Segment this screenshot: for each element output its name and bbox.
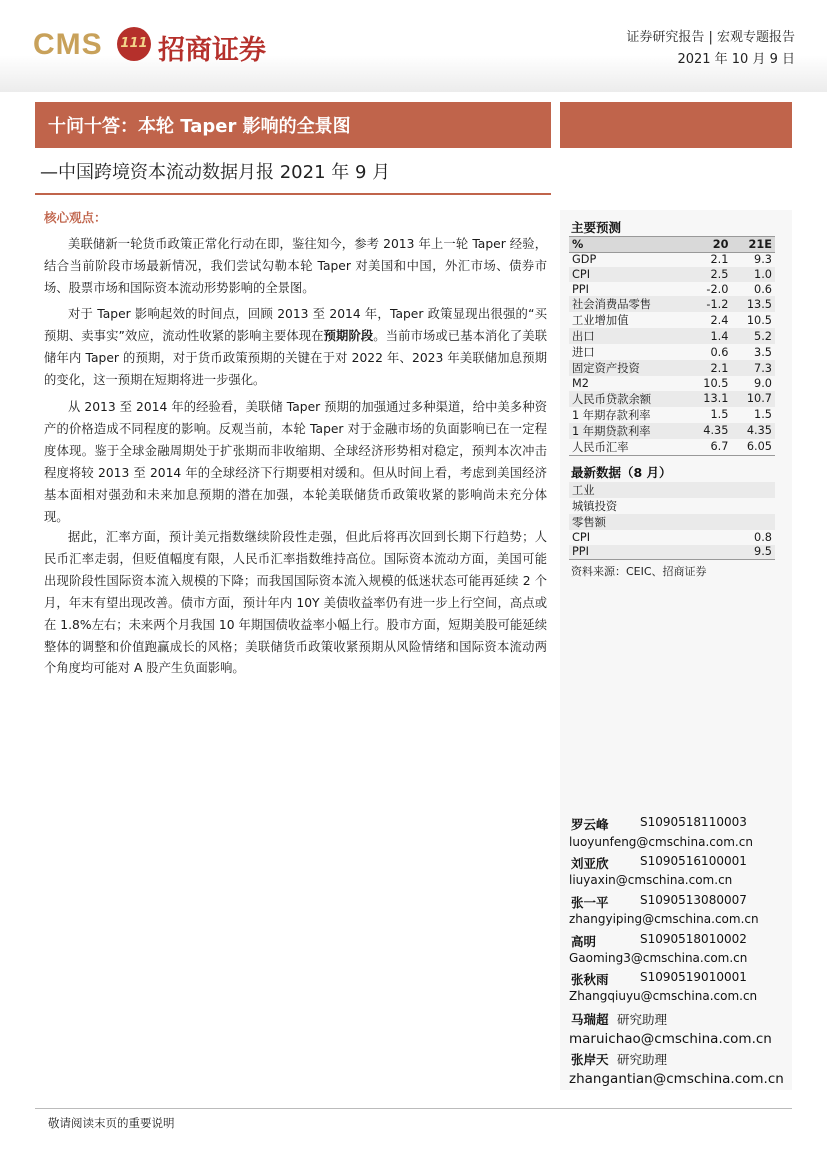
- analyst-name: 高明: [571, 934, 597, 949]
- forecast-col-21e: 21E: [731, 237, 775, 253]
- logo-company-name: 招商证券: [158, 35, 266, 66]
- analyst-name: 张一平: [571, 895, 609, 910]
- paragraph-1: 美联储新一轮货币政策正常化行动在即，鉴往知今，参考 2013 年上一轮 Taper 经验，结合当前阶段市场最新情况，我们尝试勾勒本轮 Taper 对美国和中国，外汇市场、债券市场、股票市场和国际资本流动形势影响的全景图。: [44, 237, 547, 295]
- analyst-email[interactable]: Zhangqiuyu@cmschina.com.cn: [569, 989, 758, 1003]
- latest-cell-value: [709, 482, 775, 498]
- forecast-row: [569, 328, 775, 344]
- forecast-cell-name: PPI: [572, 282, 589, 296]
- forecast-cell-v20: 13.1: [688, 391, 732, 407]
- report-title: 十问十答：本轮 Taper 影响的全景图: [48, 116, 351, 137]
- analyst-name: 罗云峰: [571, 817, 609, 832]
- analyst-name: 张秋雨: [571, 972, 609, 987]
- forecast-cell-name: CPI: [569, 267, 688, 282]
- forecast-row: [569, 360, 775, 376]
- forecast-cell-v21: 9.0: [754, 377, 772, 391]
- forecast-col-20: 20: [688, 237, 732, 253]
- latest-row: [569, 482, 775, 498]
- forecast-cell-v20: 1.4: [688, 328, 732, 344]
- forecast-row: [569, 252, 775, 267]
- analyst-email[interactable]: liuyaxin@cmschina.com.cn: [569, 873, 733, 887]
- forecast-row: [569, 439, 775, 456]
- analyst-id: S1090513080007: [640, 893, 747, 907]
- latest-cell-value: [709, 498, 775, 514]
- forecast-cell-v21: 6.05: [731, 439, 775, 456]
- forecast-cell-v20: -1.2: [688, 296, 732, 312]
- paragraph-2-text-a: 对于 Taper 影响起效的时间点，回顾 2013 至 2014 年，Taper 政策显现出很强的“买预期、卖事实”效应，流动性收紧的影响主要体现在: [44, 307, 547, 343]
- forecast-cell-v20: 10.5: [703, 377, 729, 391]
- analyst-name: 刘亚欣: [571, 856, 609, 871]
- footer-note: 敬请阅读末页的重要说明: [48, 1116, 175, 1130]
- source-note: 资料来源：CEIC、招商证券: [571, 565, 707, 578]
- forecast-heading: 主要预测: [571, 220, 622, 235]
- latest-table: [569, 482, 775, 560]
- latest-cell-value: 0.8: [754, 530, 772, 544]
- forecast-cell-v21: 10.5: [746, 313, 772, 327]
- logo-badge-icon: 111: [117, 27, 151, 61]
- latest-cell-value: 9.5: [709, 545, 775, 560]
- title-band-right: [560, 102, 792, 148]
- forecast-cell-v21: 7.3: [731, 360, 775, 376]
- paragraph-4: 据此，汇率方面，预计美元指数继续阶段性走强，但此后将再次回到长期下行趋势；人民币汇率走弱，但贬值幅度有限，人民币汇率指数维持高位。国际资本流动方面，美国可能出现阶段性国际资本流入规模的下降；而我国国际资本流入规模的低迷状态可能再延续 2 个月，年末有望出现改善。债市方面，预计年内 10Y 美债收益率仍有进一步上行空间，高点或在 1.8%左右；未来两个月我国 10 年期国债收益率小幅上行。股市方面，短期美股可能延续整体的调整和价值跑赢成长的风格；美联储货币政策收紧预期从风险情绪和国际资本流动两个角度均可能对 A 股产生负面影响。: [44, 530, 547, 676]
- forecast-cell-v20: 2.4: [710, 313, 729, 327]
- forecast-cell-name: 工业增加值: [572, 314, 629, 328]
- latest-heading: 最新数据（8 月）: [571, 465, 672, 480]
- analyst-id: S1090516100001: [640, 854, 747, 868]
- latest-cell-name: 零售额: [569, 514, 709, 530]
- latest-cell-value: [709, 514, 775, 530]
- forecast-row: [569, 407, 775, 423]
- forecast-cell-v20: 1.5: [710, 408, 729, 422]
- forecast-row: [569, 376, 775, 391]
- report-subtitle: —中国跨境资本流动数据月报 2021 年 9 月: [40, 162, 391, 183]
- analyst-id: S1090519010001: [640, 970, 747, 984]
- forecast-row: [569, 282, 775, 297]
- forecast-cell-name: M2: [572, 377, 589, 391]
- forecast-cell-v20: 6.7: [688, 439, 732, 456]
- forecast-cell-v21: 5.2: [731, 328, 775, 344]
- forecast-cell-v21: 10.7: [731, 391, 775, 407]
- forecast-row: [569, 312, 775, 328]
- latest-cell-name: 城镇投资: [572, 500, 618, 513]
- latest-cell-name: 工业: [569, 482, 709, 498]
- assistant-email[interactable]: zhangantian@cmschina.com.cn: [569, 1071, 784, 1087]
- assistant-role: 研究助理: [617, 1012, 668, 1027]
- latest-row: [569, 545, 775, 560]
- forecast-cell-name: 社会消费品零售: [569, 296, 688, 312]
- forecast-cell-name: GDP: [572, 253, 597, 267]
- forecast-cell-name: 进口: [572, 346, 595, 360]
- subtitle-divider: [35, 193, 551, 195]
- forecast-row: [569, 391, 775, 407]
- forecast-cell-v21: 3.5: [754, 345, 772, 359]
- paragraph-2-text-b: 。当前市场或已基本消化了美联储年内 Taper 的预期，对于货币政策预期的关键在于对 2022 年、2023 年美联储加息预期的变化，这一预期在短期将进一步强化。: [44, 328, 547, 387]
- forecast-cell-v21: 0.6: [754, 282, 772, 296]
- forecast-cell-v21: 4.35: [731, 423, 775, 439]
- forecast-cell-v21: 9.3: [754, 253, 772, 267]
- report-date: 2021 年 10 月 9 日: [677, 52, 795, 67]
- latest-row: [569, 498, 775, 514]
- forecast-cell-v21: 1.0: [731, 267, 775, 282]
- logo-cms-text: CMS: [33, 28, 103, 61]
- latest-row: [569, 514, 775, 530]
- forecast-cell-v20: 0.6: [710, 345, 729, 359]
- forecast-table: [569, 236, 775, 456]
- forecast-row: [569, 344, 775, 360]
- analyst-email[interactable]: luoyunfeng@cmschina.com.cn: [569, 835, 753, 849]
- forecast-cell-v20: 4.35: [688, 423, 732, 439]
- paragraph-3: 从 2013 至 2014 年的经验看，美联储 Taper 预期的加强通过多种渠道，给中美多种资产的价格造成不同程度的影响。反观当前，本轮 Taper 对于金融市场的负面影响已在一定程度体现。鉴于全球金融周期处于扩张期而非收缩期、全球经济形势相对稳定，预判本次冲击程度将较 2013 至 2014 年的全球经济下行期要相对缓和。但从时间上看，考虑到美国经济基本面相对强劲和未来加息预期的潜在加强，本轮美联储货币政策收紧的影响尚未充分体现。: [44, 400, 547, 524]
- forecast-cell-v21: 1.5: [754, 408, 772, 422]
- forecast-row: [569, 423, 775, 439]
- paragraph-2: [44, 304, 547, 392]
- forecast-cell-name: 出口: [569, 328, 688, 344]
- forecast-cell-name: 人民币贷款余额: [569, 391, 688, 407]
- forecast-cell-v20: 2.1: [710, 253, 729, 267]
- forecast-cell-v20: -2.0: [706, 282, 729, 296]
- latest-row: [569, 530, 775, 545]
- assistant-role: 研究助理: [617, 1052, 668, 1067]
- paragraph-2-bold: 预期阶段: [323, 328, 374, 343]
- forecast-cell-v20: 2.5: [688, 267, 732, 282]
- forecast-col-label: %: [569, 237, 688, 253]
- analyst-email[interactable]: zhangyiping@cmschina.com.cn: [569, 912, 759, 926]
- forecast-cell-v20: 2.1: [688, 360, 732, 376]
- report-type: 证券研究报告 | 宏观专题报告: [626, 30, 795, 45]
- forecast-cell-name: 固定资产投资: [569, 360, 688, 376]
- footer-divider: [35, 1108, 792, 1109]
- forecast-cell-name: 人民币汇率: [569, 439, 688, 456]
- core-heading: 核心观点：: [44, 210, 107, 225]
- forecast-cell-name: 1 年期贷款利率: [569, 423, 688, 439]
- analyst-id: S1090518010002: [640, 932, 747, 946]
- assistant-name: 张岸天: [571, 1052, 609, 1067]
- forecast-cell-name: 1 年期存款利率: [572, 408, 651, 422]
- forecast-cell-v21: 13.5: [731, 296, 775, 312]
- analyst-id: S1090518110003: [640, 815, 747, 829]
- latest-cell-name: PPI: [569, 545, 709, 560]
- forecast-row: [569, 267, 775, 282]
- assistant-name: 马瑞超: [571, 1012, 609, 1027]
- latest-cell-name: CPI: [572, 530, 591, 544]
- analyst-email[interactable]: Gaoming3@cmschina.com.cn: [569, 951, 748, 965]
- forecast-header-row: [569, 237, 775, 253]
- assistant-email[interactable]: maruichao@cmschina.com.cn: [569, 1031, 772, 1047]
- forecast-row: [569, 296, 775, 312]
